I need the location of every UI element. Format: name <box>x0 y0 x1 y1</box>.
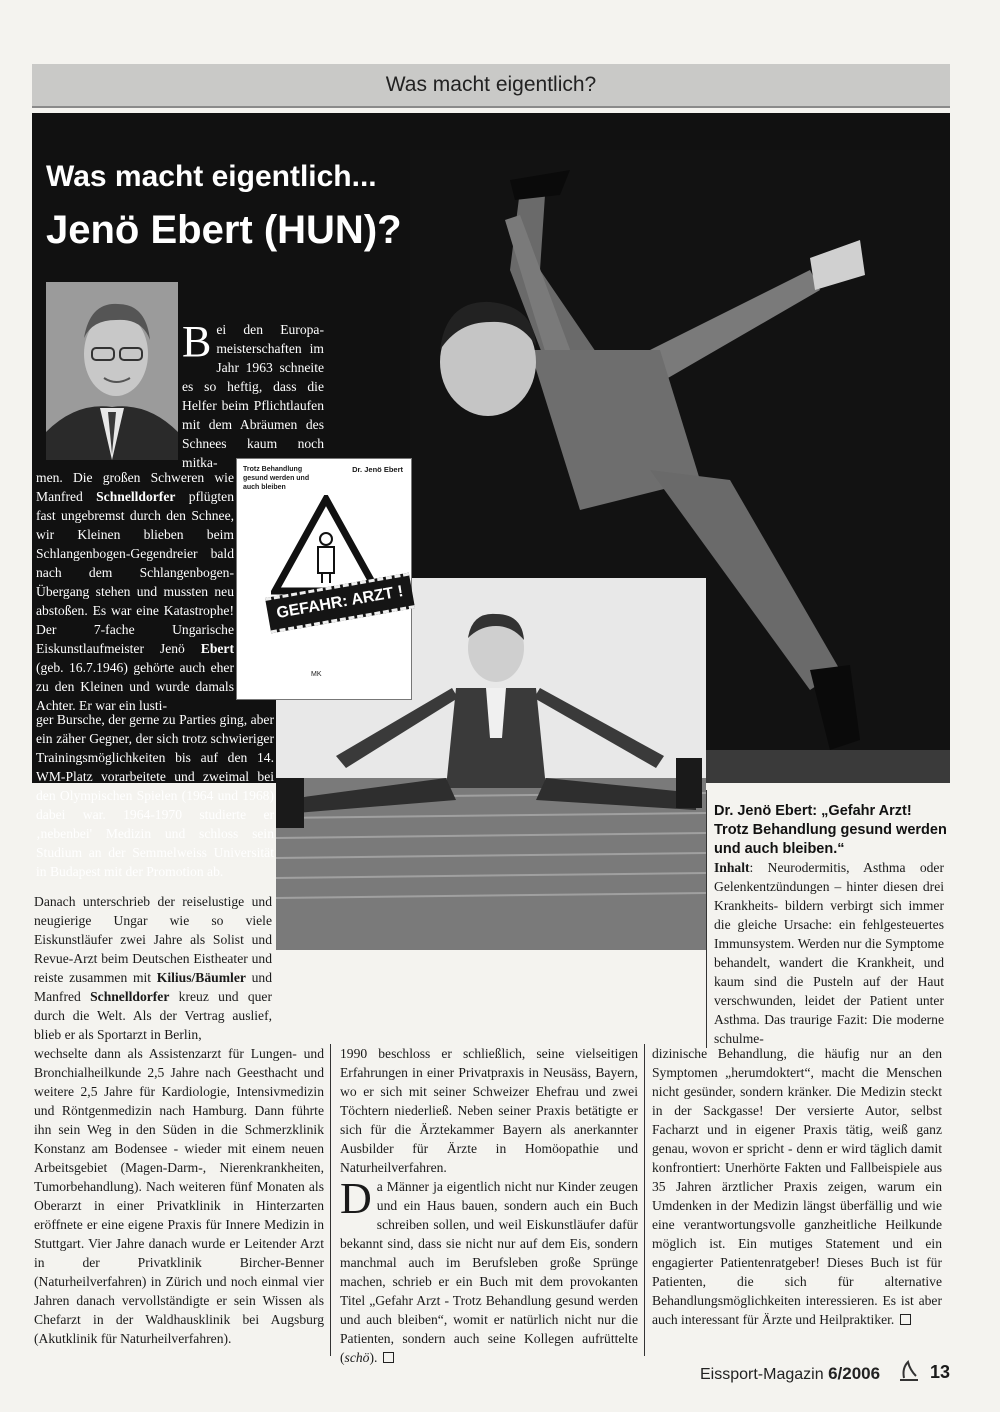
end-mark-icon <box>383 1352 394 1363</box>
column-divider <box>330 1044 331 1356</box>
dropcap-d: D <box>340 1174 372 1223</box>
section-header-title: Was macht eigentlich? <box>385 73 597 96</box>
page-number: 13 <box>930 1362 951 1382</box>
book-cover <box>236 458 412 700</box>
intro-text-3: ger Bursche, der gerne zu Parties ging, aber ein zäher Gegner, der sich trotz schwieriger Trainingsmöglichkeiten bis auf den 14. WM-Platz vorarbeitete und zweimal bei den Olympischen Spielen (1964 und 1968) dabei war. 1964-1970 studierte er ‚nebenbei' Medizin und schloss sein Studium an der Semmelweiss Universität in Budapest mit der Promotion ab. <box>36 712 274 879</box>
col2-end: ). <box>369 1350 378 1365</box>
col2-paragraph-2: a Männer ja eigentlich nicht nur Kinder zeugen und ein Haus bauen, sondern auch ein Buch schreiben sollen, und weil Eiskunstläufer dafür bekannt sind, dass sie nicht nur auf dem Eis, sondern manchmal auch im Berufsleben große Sprünge machen, schrieb er ein Buch mit dem provokanten Titel „Gefahr Arzt - Trotz Behandlung gesund werden und auch bleiben“, womit er natürlich nicht nur die Patienten, sondern auch seine Kollegen aufrüttelte ( <box>340 1179 638 1365</box>
intro-text-2a: men. Die großen Schweren wie Manfred <box>36 470 234 504</box>
book-description-text-2: dizinische Behandlung, die häufig nur an den Symptomen „herumdoktert“, macht die Menschen nicht gesünder, sondern kränker. Die Medizin steckt in der Sackgasse! Der versierte Autor, selbst Facharzt und in eigener Praxis tätig, weiß ganz genau, wovon er spricht - denn er wird täglich damit konfrontiert: Unerhörte Fakten und Fallbeispiele aus 35 Jahren ärztlicher Praxis zeigen, warum ein Umdenken in der Medizin längst überfällig und wie eine verantwortungsvolle ganzheitliche Heilkunde möglich ist. Ein mutiges Statement und ein engagierter Patientenratgeber! Dieses Buch ist für Patienten, die sich für alternative Behandlungsmöglichkeiten interessieren. Es ist aber auch interessant für Ärzte und Heilpraktiker. <box>652 1046 942 1327</box>
book-subtitle: Trotz Behandlung gesund werden und auch bleiben <box>243 466 310 491</box>
article-headline: Jenö Ebert (HUN)? <box>46 208 402 252</box>
name-schnelldorfer: Schnelldorfer <box>96 489 176 504</box>
name-schnelldorfer-2: Schnelldorfer <box>90 989 170 1004</box>
section-header <box>32 64 950 108</box>
column-divider <box>644 1044 645 1356</box>
intro-text-2e: (geb. 16.7.1946) gehörte auch eher zu den Kleinen und wurde damals Achter. Er war ein lusti- <box>36 660 234 713</box>
column-divider <box>706 790 707 1048</box>
footer-magazine: Eissport-Magazin <box>700 1366 824 1383</box>
author-initials: schö <box>344 1350 370 1365</box>
end-mark-icon <box>900 1314 911 1325</box>
intro-text-2c: pflügten fast ungebremst durch den Schnee, wir Kleinen blieben beim Schlangenbogen-Gegendreier bald nach dem Schlangenbogen-Übergang stehen und mussten neu abstoßen. Es war eine Katastrophe! Der 7-fache Ungarische Eiskunstlaufmeister Jenö <box>36 489 235 656</box>
name-kilius-baeumler: Kilius/Bäumler <box>156 970 246 985</box>
portrait-photo <box>46 282 178 460</box>
inhalt-label: Inhalt <box>714 860 750 875</box>
dropcap-b: B <box>182 317 212 366</box>
footer <box>700 1364 880 1384</box>
intro-paragraph-1 <box>182 317 324 472</box>
book-description-text-1: : Neurodermitis, Asthma oder Gelenkentzündungen – hinter diesen drei Krankheits- bildern verbirgt sich immer die gleiche Ursache: ein fehlgesteuertes Immunsystem. Werden nur die Symptome behandelt, wandert die Krankheit, und kaum sind die Pusteln auf der Haut verschwunden, leidet der Patient unter Asthma. Das traurige Fazit: Die moderne schulme- <box>714 860 944 1046</box>
book-publisher: MK <box>311 671 322 678</box>
intro-paragraph-2 <box>36 468 234 715</box>
body-column-1-top <box>34 892 272 1044</box>
skater-logo-icon <box>896 1358 922 1384</box>
body-column-1-bottom: wechselte dann als Assistenzarzt für Lungen- und Bronchialheilkunde 2,5 Jahre nach Geesthacht und weitere 2,5 Jahre für Kardiologie, Intensivmedizin und Röntgenmedizin nach Hamburg. Dann führte ihn sein Weg in den Süden in die Schmerzklinik Konstanz am Bodensee - wieder mit einem neuen Arbeitsgebiet (Magen-Darm-, Nierenkrankheiten, Tumorbehandlung). Nach weiteren fünf Monaten als Oberarzt in einer Privatklinik in Hinterzarten eröffnete er eine eigene Praxis für Innere Medizin in Stuttgart. Vier Jahre danach wurde er Leitender Arzt in der Privatklinik Bircher-Benner (Naturheilverfahren) in Zürich und noch einmal vier Jahren danach vervollständigte er sein Wissen als Chefarzt in der Waldhausklinik bei Augsburg (Akutklinik für Naturheilverfahren). <box>34 1046 324 1346</box>
footer-issue: 6/2006 <box>828 1364 881 1383</box>
intro-text-1: ei den Europa-meisterschaften im Jahr 1963 schneite es so heftig, dass die Helfer beim Pflichtlaufen mit dem Abräumen des Schnees kaum noch mitka- <box>182 322 324 470</box>
article-kicker: Was macht eigentlich... <box>46 160 377 193</box>
name-ebert: Ebert <box>200 641 234 656</box>
intro-paragraph-3 <box>36 710 274 881</box>
col1-text-3: und Manfred <box>34 970 272 1004</box>
book-description-bottom <box>652 1044 942 1329</box>
book-description-top <box>714 858 944 1048</box>
col1-text-5: kreuz und quer durch die Welt. Als der Vertrag auslief, blieb er als Sportarzt in Berlin, <box>34 989 272 1042</box>
book-author: Dr. Jenö Ebert <box>352 465 403 474</box>
body-column-2 <box>340 1044 638 1367</box>
book-caption: Dr. Jenö Ebert: „Gefahr Arzt! Trotz Behandlung gesund werden und auch bleiben.“ <box>714 803 947 857</box>
book-banner: GEFAHR: ARZT ! <box>265 573 415 634</box>
col1-text-1: Danach unterschrieb der reiselustige und neugierige Ungar wie so viele Eiskunstläufer zwei Jahre als Solist und Revue-Arzt beim Deutschen Eistheater und reiste zusammen mit <box>34 894 272 985</box>
col2-paragraph-1: 1990 beschloss er schließlich, seine vielseitigen Erfahrungen in einer Privatpraxis in Neusäss, Bayern, wo er sich mit seiner Schweizer Ehefrau und zwei Töchtern niederließ. Neben seiner Praxis betätigte er sich für die Ärztekammer Bayern als anerkannter Ausbilder für Ärzte in Homöopathie und Naturheilverfahren. <box>340 1046 638 1175</box>
